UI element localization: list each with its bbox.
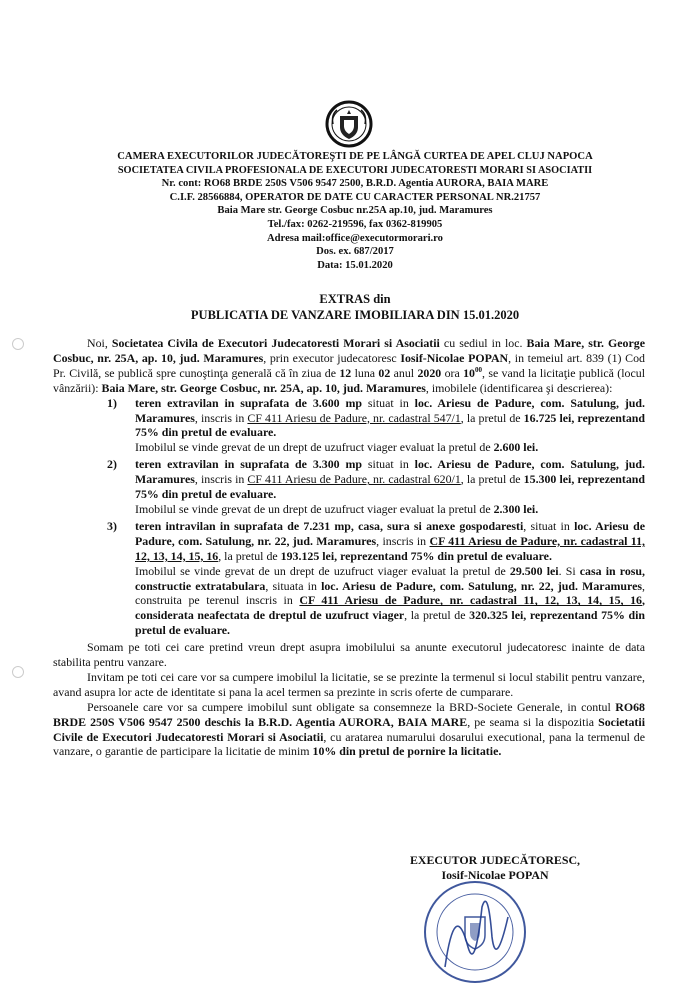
signature-title: EXECUTOR JUDECĂTORESC, bbox=[409, 853, 581, 867]
header-company: SOCIETATEA CIVILA PROFESIONALA DE EXECUTORI JUDECATORESTI MORARI SI ASOCIATII bbox=[117, 164, 593, 176]
garantie-text: Persoanele care vor sa cumpere imobilul sunt obligate sa consemneze la BRD-Societe Generale, in contul bbox=[87, 699, 616, 714]
house-description: casa in rosu, constructie extratabulara bbox=[135, 563, 645, 593]
item-note: , la pretul de bbox=[404, 608, 470, 623]
header-chamber: CAMERA EXECUTORILOR JUDECĂTOREŞTI DE PE LÂNGĂ CURTEA DE APEL CLUJ NAPOCA bbox=[117, 151, 593, 162]
intro-text: ora bbox=[441, 365, 464, 380]
item-note: , situata in bbox=[265, 578, 322, 593]
house-price: 320.325 lei, reprezentand 75% din pretul de evaluare. bbox=[135, 608, 646, 638]
item-text: , la pretul de bbox=[460, 410, 524, 425]
auction-hour: 10 bbox=[463, 365, 475, 380]
punch-hole bbox=[12, 338, 24, 350]
auction-year: 2020 bbox=[417, 365, 442, 380]
title-line-1: EXTRAS din bbox=[319, 292, 391, 306]
header-file-number: Dos. ex. 687/2017 bbox=[316, 246, 394, 258]
item-number: 1) bbox=[107, 395, 117, 410]
item-text: , inscris in bbox=[194, 472, 248, 487]
intro-text: , in temeiul art. 839 (1) Cod Pr. Civilă, se publică spre cunoştinţa generală că în ziua de bbox=[53, 350, 645, 380]
title-line-2: PUBLICATIA DE VANZARE IMOBILIARA DIN 15.01.2020 bbox=[190, 308, 520, 322]
header-phone: Tel./fax: 0262-219596, fax 0362-819905 bbox=[267, 218, 443, 230]
item-text: situat in bbox=[362, 457, 415, 472]
property-list bbox=[53, 396, 645, 639]
item-text: , situat in bbox=[523, 518, 575, 533]
house-cadastral: CF 411 Ariesu de Padure, nr. cadastral 11, 12, 13, 14, 15, 16 bbox=[299, 593, 642, 608]
intro-executor: Iosif-Nicolae POPAN bbox=[400, 350, 509, 365]
garantie-amount: 10% din pretul de pornire la licitatie. bbox=[312, 744, 502, 759]
document-header bbox=[60, 150, 650, 272]
item-description: teren extravilan in suprafata de 3.600 mp bbox=[135, 395, 362, 410]
item-text: , la pretul de bbox=[460, 472, 524, 487]
item-location: loc. Ariesu de Padure, com. Satulung, nr. 22, jud. Maramures bbox=[135, 518, 646, 548]
property-item bbox=[53, 396, 645, 456]
item-text: situat in bbox=[362, 395, 415, 410]
item-usufruct-value: 29.500 lei bbox=[509, 563, 559, 578]
item-cadastral: CF 411 Ariesu de Padure, nr. cadastral 11, 12, 13, 14, 15, 16 bbox=[135, 533, 646, 563]
header-date: Data: 15.01.2020 bbox=[317, 259, 393, 271]
signature-name: Iosif-Nicolae POPAN bbox=[441, 868, 549, 882]
header-address: Baia Mare str. George Cosbuc nr.25A ap.10, jud. Maramures bbox=[217, 205, 493, 217]
item-usufruct-value: 2.300 lei bbox=[493, 501, 536, 516]
house-usufruct-note: , considerata neafectata de dreptul de uzufruct viager bbox=[135, 593, 645, 623]
document-title bbox=[60, 291, 650, 323]
intro-company: Societatea Civila de Executori Judecatoresti Morari si Asociatii bbox=[111, 336, 440, 350]
item-note-end: . bbox=[535, 440, 539, 455]
paragraph-garantie bbox=[53, 700, 645, 760]
auction-day: 12 bbox=[339, 365, 352, 380]
item-location: loc. Ariesu de Padure, com. Satulung, jud. Maramures bbox=[135, 395, 645, 425]
garantie-beneficiary: Societatii Civile de Executori Judecatoresti Morari si Asociatii bbox=[53, 714, 645, 744]
auction-minutes: 00 bbox=[475, 365, 482, 374]
item-price: 193.125 lei, reprezentand 75% din pretul de evaluare. bbox=[280, 548, 552, 563]
item-text: , inscris in bbox=[194, 410, 248, 425]
intro-text: , prin executor judecatoresc bbox=[263, 350, 401, 365]
item-cadastral: CF 411 Ariesu de Padure, nr. cadastral 547/1 bbox=[247, 410, 461, 425]
item-number: 3) bbox=[107, 518, 117, 533]
item-cadastral: CF 411 Ariesu de Padure, nr. cadastral 620/1 bbox=[247, 472, 461, 487]
auction-month: 02 bbox=[378, 365, 391, 380]
item-price: 15.300 lei, reprezentand 75% din pretul de evaluare. bbox=[135, 472, 645, 502]
item-note: Imobilul se vinde grevat de un drept de uzufruct viager evaluat la pretul de bbox=[135, 563, 510, 578]
bank-account: RO68 BRDE 250S V506 9547 2500 deschis la B.R.D. Agentia AURORA, BAIA MARE bbox=[53, 699, 645, 729]
coat-of-arms-logo bbox=[325, 100, 373, 148]
house-location: loc. Ariesu de Padure, com. Satulung, nr. 22, jud. Maramures bbox=[321, 578, 643, 593]
paragraph-somam: Somam pe toti cei care pretind vreun drept asupra imobilului sa anunte executorul judecatoresc inainte de data stabilita pentru vanzare. bbox=[53, 640, 645, 670]
property-item bbox=[53, 457, 645, 517]
item-note: Imobilul se vinde grevat de un drept de uzufruct viager evaluat la pretul de bbox=[135, 501, 494, 516]
item-note: , construita pe terenul inscris in bbox=[135, 578, 645, 608]
header-account: Nr. cont: RO68 BRDE 250S V506 9547 2500, B.R.D. Agentia AURORA, BAIA MARE bbox=[161, 178, 549, 190]
official-stamp bbox=[420, 877, 530, 987]
intro-text: Noi, bbox=[87, 336, 112, 350]
intro-text: , se vand la licitaţie publică (locul vânzării): bbox=[53, 365, 646, 395]
intro-text: luna bbox=[351, 365, 379, 380]
item-note: . Si bbox=[558, 563, 580, 578]
item-description: teren intravilan in suprafata de 7.231 mp, casa, sura si anexe gospodaresti bbox=[135, 518, 524, 533]
header-cif: C.I.F. 28566884, OPERATOR DE DATE CU CARACTER PERSONAL NR.21757 bbox=[169, 191, 541, 203]
item-description: teren extravilan in suprafata de 3.300 mp bbox=[135, 457, 362, 472]
document-body bbox=[53, 336, 645, 759]
intro-text: , imobilele (identificarea şi descrierea): bbox=[425, 380, 613, 395]
intro-text: anul bbox=[390, 365, 418, 380]
item-text: , inscris in bbox=[376, 533, 430, 548]
property-item bbox=[53, 519, 645, 638]
item-note-end: . bbox=[535, 501, 539, 516]
intro-text: cu sediul in loc. bbox=[439, 336, 527, 350]
auction-location: Baia Mare, str. George Cosbuc, nr. 25A, ap. 10, jud. Maramures bbox=[101, 380, 426, 395]
garantie-text: , pe seama si la dispozitia bbox=[467, 714, 599, 729]
intro-paragraph bbox=[53, 336, 645, 396]
punch-hole bbox=[12, 666, 24, 678]
item-price: 16.725 lei, reprezentand 75% din pretul de evaluare. bbox=[135, 410, 645, 440]
paragraph-invitam: Invitam pe toti cei care vor sa cumpere imobilul la licitatie, se se prezinte la termenul si locul stabilit pentru vanzare, avand asupra lor acte de identitate si pana la acel termen sa prezinte in scris oferte de cumparare. bbox=[53, 669, 645, 699]
item-location: loc. Ariesu de Padure, com. Satulung, jud. Maramures bbox=[135, 457, 645, 487]
item-usufruct-value: 2.600 lei bbox=[493, 440, 536, 455]
intro-address: Baia Mare, str. George Cosbuc, nr. 25A, ap. 10, jud. Maramures bbox=[53, 336, 645, 365]
item-number: 2) bbox=[107, 457, 117, 472]
garantie-text: , cu aratarea numarului dosarului executional, pana la termenul de vanzare, o garantie de participare la licitatie de minim bbox=[53, 729, 645, 759]
item-text: , la pretul de bbox=[218, 548, 281, 563]
item-note: Imobilul se vinde grevat de un drept de uzufruct viager evaluat la pretul de bbox=[135, 440, 494, 455]
header-email: Adresa mail:office@executormorari.ro bbox=[267, 232, 443, 244]
